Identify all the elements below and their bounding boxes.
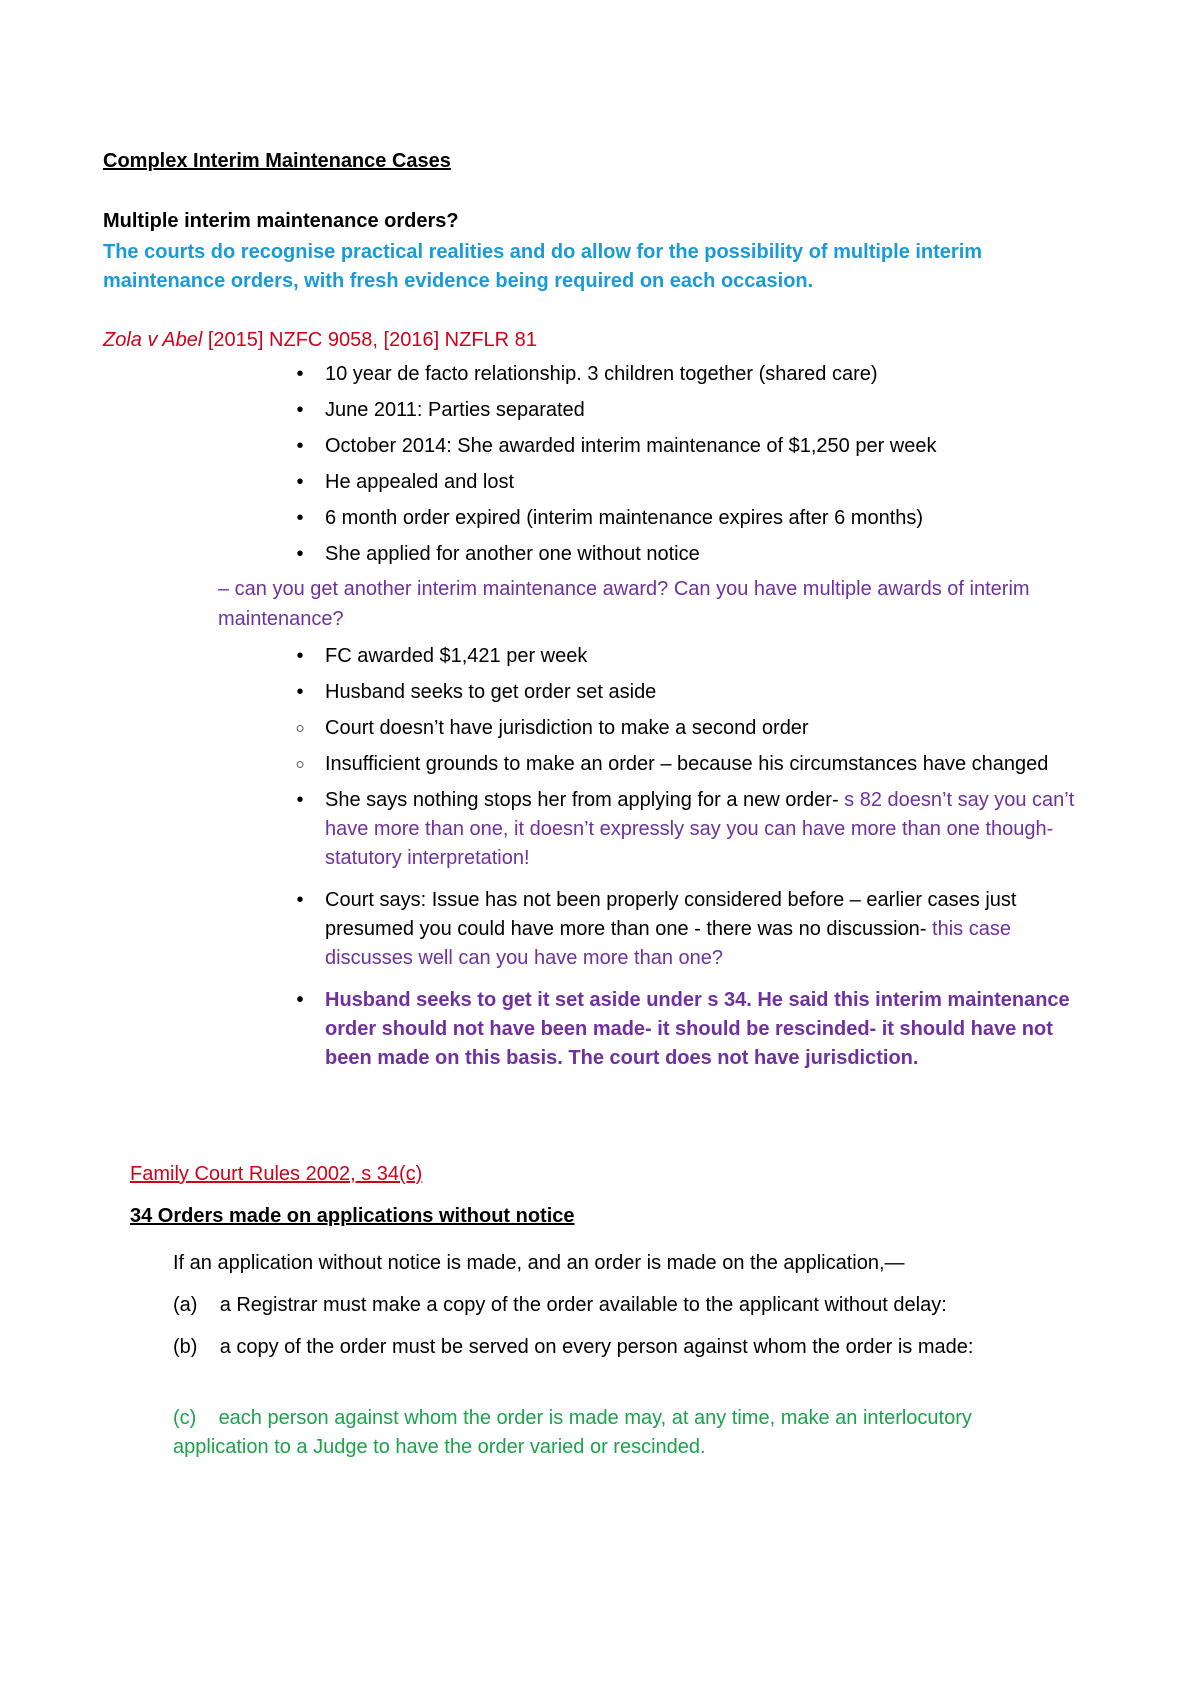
case-name: Zola v Abel [103,329,203,351]
list-item: • 6 month order expired (interim maintenance expires after 6 months) [296,507,924,529]
facts-list [296,360,1085,569]
intro-paragraph: The courts do recognise practical realities and do allow for the possibility of multiple interim maintenance orders, with fresh evidence being required on each occasion. [103,241,983,292]
list-item: • She says nothing stops her from applying for a new order- s 82 doesn’t say you can’t have more than one, it doesn’t expressly say you can have more than one though- statutory interpretation! [296,789,1075,869]
list-item: ○ Court doesn’t have jurisdiction to make a second order [295,717,809,739]
rule-heading: 34 Orders made on applications without notice [130,1205,575,1227]
section-heading: Multiple interim maintenance orders? [103,210,459,232]
case-citation [103,329,537,352]
list-item: • October 2014: She awarded interim maintenance of $1,250 per week [296,435,937,457]
list-item: • FC awarded $1,421 per week [296,645,588,667]
list-item: • Husband seeks to get order set aside [296,681,657,703]
list-item: • June 2011: Parties separated [296,399,585,421]
list-item: ○ Insufficient grounds to make an order – because his circumstances have changed [295,753,1049,775]
list-item: • He appealed and lost [296,471,515,493]
rule-paragraph-c: (c) each person against whom the order is made may, at any time, make an interlocutory application to a Judge to have the order varied or rescinded. [173,1407,972,1458]
rule-intro: If an application without notice is made, and an order is made on the application,— [173,1252,905,1274]
list-item: • She applied for another one without notice [296,543,700,565]
case-reference: [2015] NZFC 9058, [2016] NZFLR 81 [207,329,537,351]
question-text: – can you get another interim maintenance award? Can you have multiple awards of interim maintenance? [218,578,1030,630]
rule-citation: Family Court Rules 2002, s 34(c) [130,1163,423,1185]
list-item: • Husband seeks to get it set aside under s 34. He said this interim maintenance order should not have been made- it should be rescinded- it should have not been made on this basis. The court does not have jurisdiction. [296,989,1070,1069]
list-item: • 10 year de facto relationship. 3 children together (shared care) [296,363,878,385]
outcome-list [295,642,1085,1073]
rule-paragraph-b: (b) a copy of the order must be served on every person against whom the order is made: [173,1336,974,1358]
list-item: • Court says: Issue has not been properly considered before – earlier cases just presumed you could have more than one - there was no discussion- this case discusses well can you have more than one? [296,889,1017,969]
page-title: Complex Interim Maintenance Cases [103,150,451,172]
rule-paragraph-a: (a) a Registrar must make a copy of the order available to the applicant without delay: [173,1294,947,1316]
